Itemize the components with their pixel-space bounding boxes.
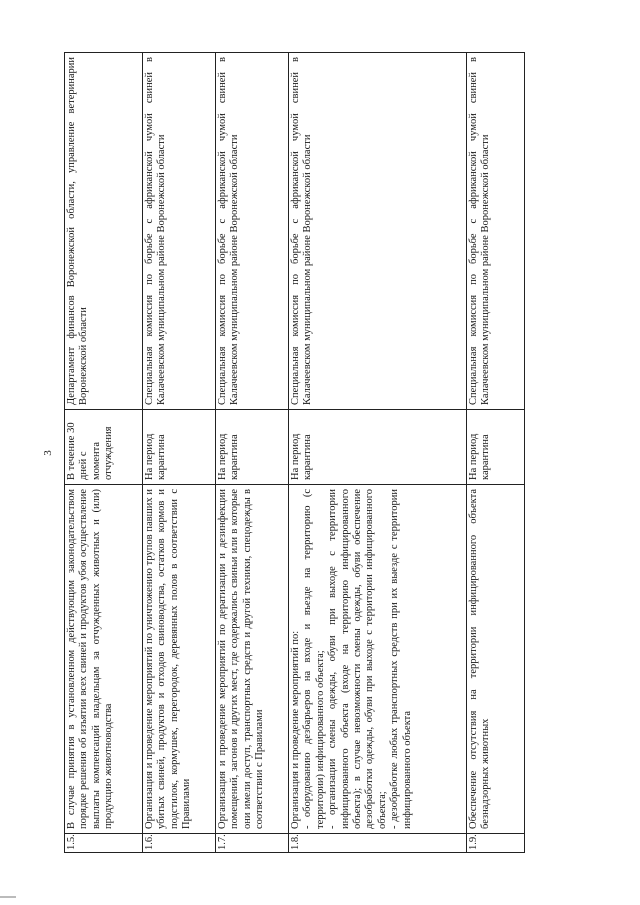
measure-cell: Обеспечение отсутствия на территории инфицированного объекта безнадзорных животных <box>467 485 525 834</box>
measure-line: - дезобработке любых транспортных средств при их выезде с территории инфицированного объекта <box>389 489 413 829</box>
row-number: 1.7. <box>216 834 289 853</box>
measure-cell: В случае принятия в установленном действующим законодательством порядке решения об изъятии всех свиней и продуктов убоя осуществление выплаты компенсаций владельцам за отчужденных животных и (или) продукцию животноводства <box>65 485 143 834</box>
executor-cell: Департамент финансов Воронежской области, управление ветеринарии Воронежской области <box>65 53 143 410</box>
page-number: 3 <box>42 450 54 456</box>
period-cell: На период карантина <box>143 410 216 485</box>
measure-line: - оборудованию дезбарьеров на входе и въезде на территорию (с территории) инфицированного объекта; <box>302 489 326 829</box>
scan-edge-mark <box>0 896 16 898</box>
row-number: 1.9. <box>467 834 525 853</box>
period-cell: На период карантина <box>467 410 525 485</box>
period-cell: На период карантина <box>216 410 289 485</box>
executor-cell: Специальная комиссия по борьбе с африканской чумой свиней в Калачеевском муниципальном районе Воронежской области <box>289 53 467 410</box>
executor-cell: Специальная комиссия по борьбе с африканской чумой свиней в Калачеевском муниципальном районе Воронежской области <box>467 53 525 410</box>
row-number: 1.5. <box>65 834 143 853</box>
measure-cell: Организация и проведение мероприятий по дератизации и дезинфекции помещений, загонов и других мест, где содержались свиньи или в которые они имели доступ, транспортных средств и другой техники, спецодежды в соответствии с Правилами <box>216 485 289 834</box>
measure-cell: Организация и проведение мероприятий по уничтожению трупов павших и убитых свиней, продуктов и отходов свиноводства, остатков кормов и подстилок, кормушек, перегородок, деревянных полов в соответствии с Правилами <box>143 485 216 834</box>
table-row <box>216 53 289 853</box>
executor-cell: Специальная комиссия по борьбе с африканской чумой свиней в Калачеевском муниципальном районе Воронежской области <box>216 53 289 410</box>
period-cell: На период карантина <box>289 410 467 485</box>
table-row <box>289 53 467 853</box>
measure-line: - организации смены одежды, обуви при выходе с территории инфицированного объекта (входе на территорию инфицированного объекта); в случае невозможности смены одежды, обуви обеспечение дезобработки одежды, обуви при выходе с территории инфицированного объекта; <box>327 489 388 829</box>
table-row <box>467 53 525 853</box>
table-row <box>65 53 143 853</box>
row-number: 1.8. <box>289 834 467 853</box>
measure-cell <box>289 485 467 834</box>
rotated-page-content <box>64 53 529 853</box>
executor-cell: Специальная комиссия по борьбе с африканской чумой свиней в Калачеевском муниципальном районе Воронежской области <box>143 53 216 410</box>
row-number: 1.6. <box>143 834 216 853</box>
measures-table <box>64 52 525 853</box>
period-cell: В течение 30 дней с момента отчуждения <box>65 410 143 485</box>
measure-line: Организация и проведение мероприятий по: <box>290 630 301 829</box>
table-row <box>143 53 216 853</box>
